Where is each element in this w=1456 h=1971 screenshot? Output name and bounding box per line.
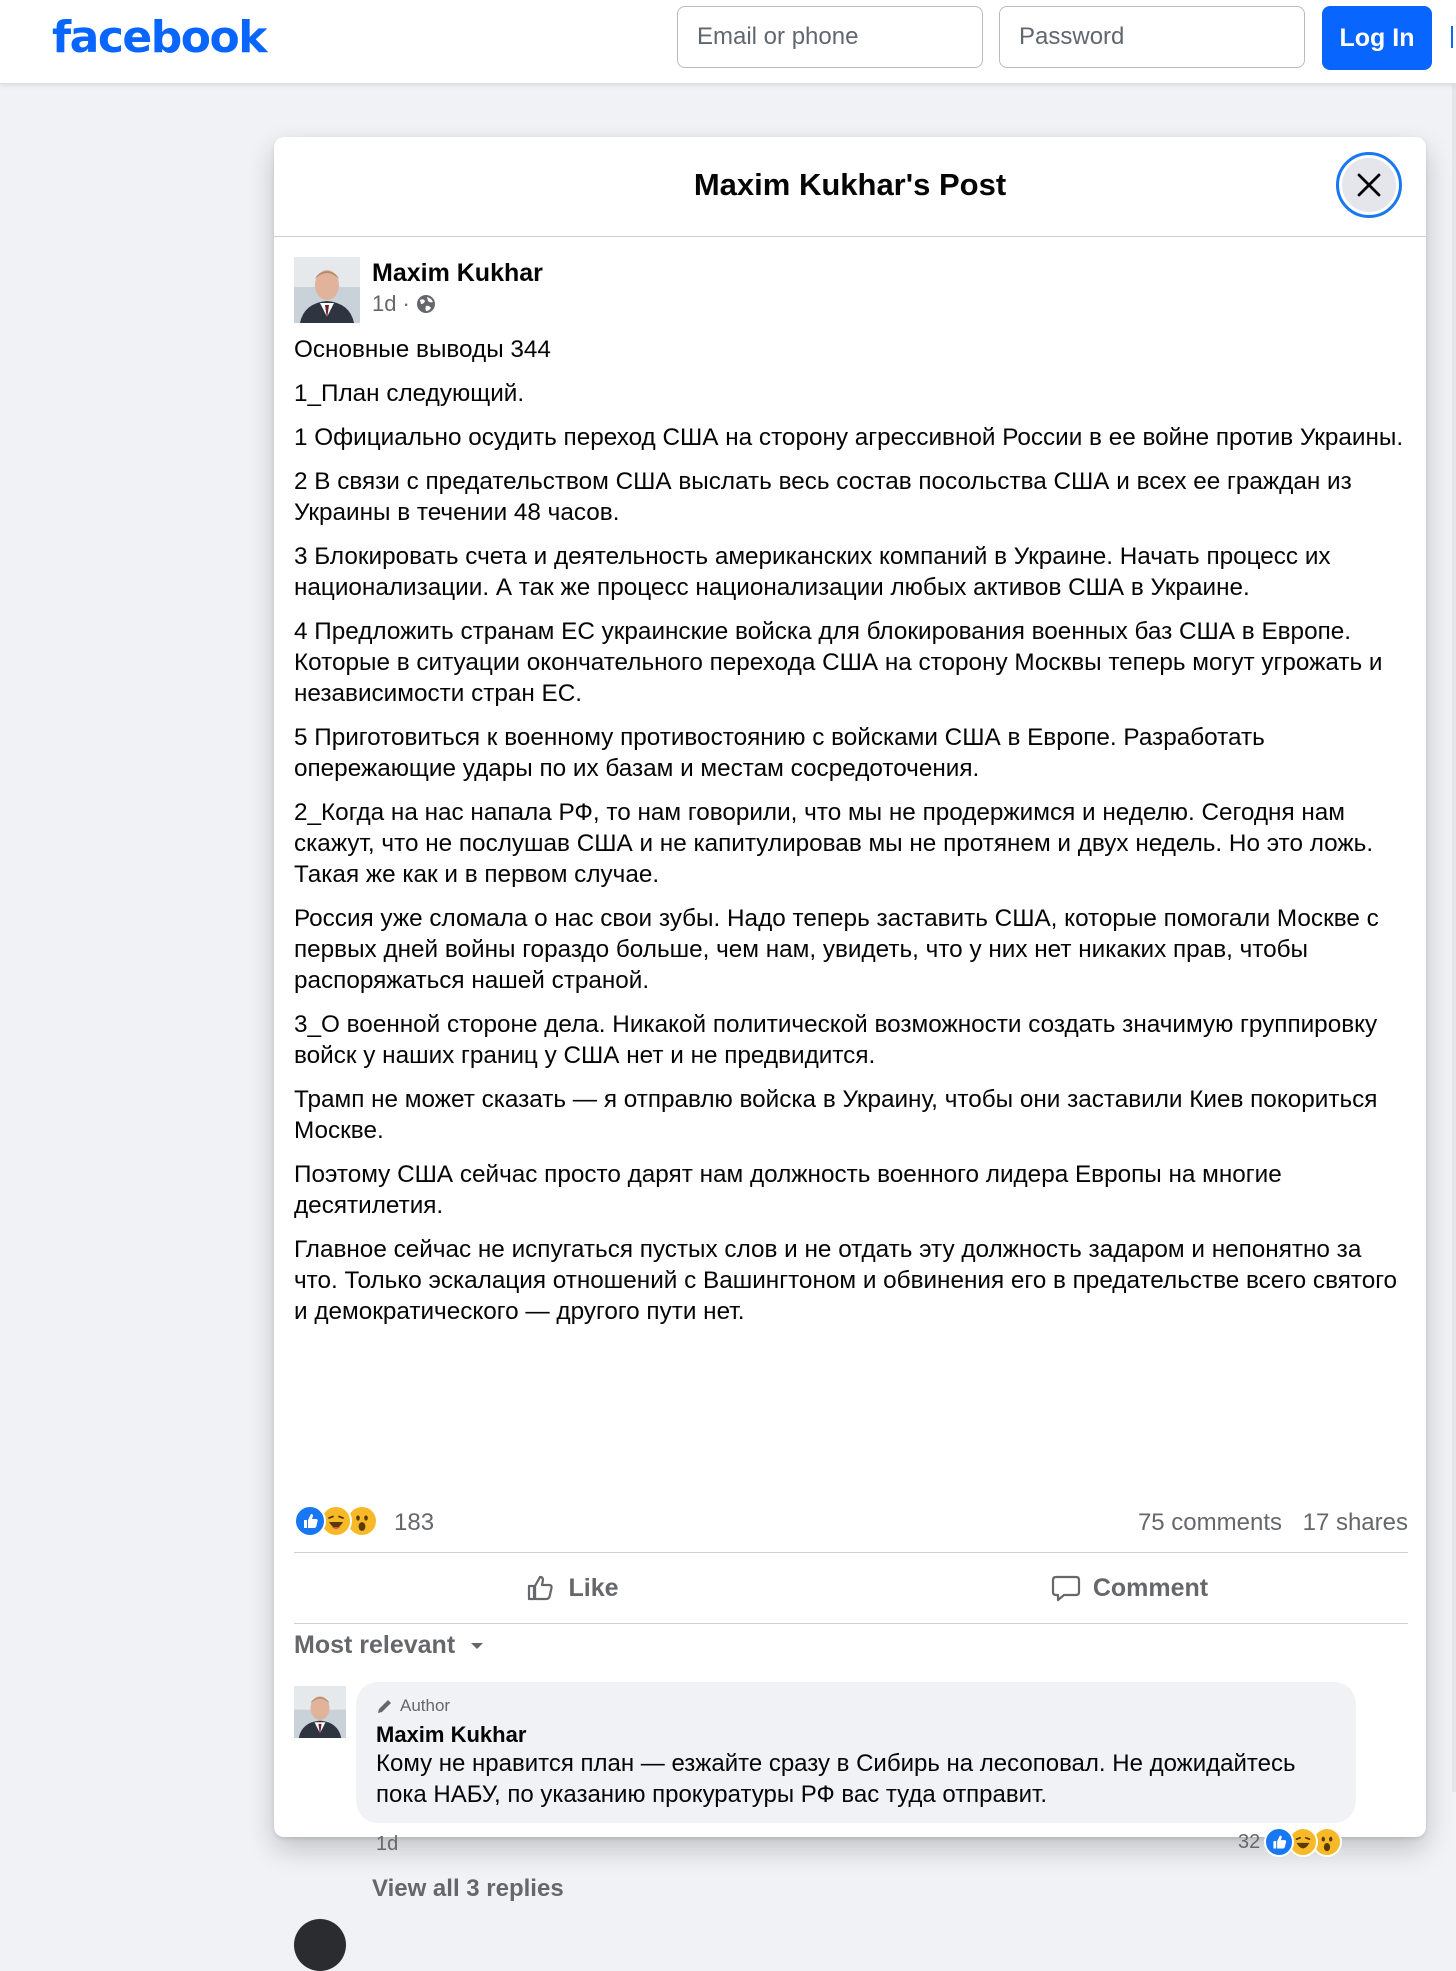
author-badge <box>376 1696 450 1716</box>
next-comment-bubble <box>356 1923 1356 1963</box>
post-time[interactable]: 1d <box>372 291 397 316</box>
post-paragraph: 3 Блокировать счета и деятельность американских компаний в Украине. Начать процесс их национализации. А так же процесс национализации любых активов США в Украине. <box>294 543 1331 601</box>
globe-icon <box>416 294 436 314</box>
like-label: Like <box>568 1573 619 1602</box>
like-reaction-icon <box>294 1505 326 1537</box>
post-paragraph: 2_Когда на нас напала РФ, то нам говорили, что мы не продержимся и неделю. Сегодня нам скажут, что не послушав США и не капитулировав мы не протянем и двух недель. Но это ложь. Такая же как и в первом случае. <box>294 799 1374 888</box>
facebook-logo[interactable]: facebook <box>52 12 266 63</box>
post-paragraph: Трамп не может сказать — я отправлю войска в Украину, чтобы они заставили Киев покориться Москве. <box>294 1086 1378 1144</box>
sort-label: Most relevant <box>294 1631 456 1659</box>
close-button[interactable] <box>1336 152 1402 218</box>
avatar-portrait <box>294 1686 346 1738</box>
reaction-icons[interactable] <box>294 1505 372 1537</box>
divider <box>294 1623 1408 1624</box>
like-button[interactable] <box>294 1557 851 1619</box>
post-paragraph: 1 Официально осудить переход США на сторону агрессивной России в ее войне против Украины. <box>294 424 1404 451</box>
shares-count[interactable]: 17 shares <box>1302 1509 1408 1536</box>
reactions-summary <box>294 1505 1408 1541</box>
cropped-link-edge <box>1451 26 1453 48</box>
post-body <box>294 334 1408 1340</box>
avatar-portrait <box>294 257 360 323</box>
dialog-header <box>274 137 1426 237</box>
post-meta <box>372 291 436 317</box>
top-navbar <box>0 0 1456 84</box>
comment-sort-dropdown[interactable] <box>294 1631 485 1660</box>
comment-author[interactable]: Maxim Kukhar <box>376 1722 527 1747</box>
post-paragraph: 4 Предложить странам ЕС украинские войска для блокирования военных баз США в Европе. Которые в ситуации окончательного перехода США на сторону Москвы теперь могут угрожать и независимости стран ЕС. <box>294 618 1383 707</box>
post-paragraph: 3_О военной стороне дела. Никакой политической возможности создать значимую группировку войск у наших границ у США нет и не предвидится. <box>294 1011 1378 1069</box>
email-input[interactable] <box>677 6 983 68</box>
comment-bubble <box>356 1682 1356 1823</box>
author-badge-label: Author <box>400 1696 451 1715</box>
comment-bubble-icon <box>1051 1573 1081 1603</box>
next-commenter-avatar[interactable] <box>294 1919 346 1971</box>
comment-button[interactable] <box>851 1557 1408 1619</box>
caret-down-icon <box>469 1641 485 1651</box>
post-dialog <box>274 137 1426 1902</box>
post-paragraph: Основные выводы 344 <box>294 336 551 363</box>
comment-label: Comment <box>1092 1573 1209 1602</box>
comments-count[interactable]: 75 comments <box>1137 1509 1282 1536</box>
post-paragraph: Главное сейчас не испугаться пустых слов и не отдать эту должность задаром и непонятно за что. Только эскалация отношений с Вашингтоном и обвинения его в предательстве всего святого и демократического — другого пути нет. <box>294 1236 1398 1325</box>
view-replies-link[interactable]: View all 3 replies <box>372 1875 564 1902</box>
comment-reaction-count: 32 <box>1238 1830 1261 1853</box>
post-paragraph: 2 В связи с предательством США выслать весь состав посольства США и всех ее граждан из Украины в течении 48 часов. <box>294 468 1352 526</box>
page-scroll-edge <box>1452 83 1456 1792</box>
post-author-name[interactable]: Maxim Kukhar <box>372 259 543 287</box>
like-reaction-icon <box>1264 1827 1294 1857</box>
author-avatar[interactable] <box>294 257 360 323</box>
post-paragraph: 5 Приготовиться к военному противостоянию с войсками США в Европе. Разработать опережающие удары по их базам и местам сосредоточения. <box>294 724 1265 782</box>
reaction-count[interactable]: 183 <box>394 1509 435 1536</box>
divider <box>294 1552 1408 1553</box>
login-button[interactable]: Log In <box>1322 6 1432 70</box>
comment-text: Кому не нравится план — езжайте сразу в Сибирь на лесоповал. Не дожидайтесь пока НАБУ, по указанию прокуратуры РФ вас туда отправит. <box>376 1750 1296 1808</box>
close-icon <box>1357 173 1381 197</box>
comment-reactions[interactable] <box>1238 1827 1336 1857</box>
post-paragraph: Россия уже сломала о нас свои зубы. Надо теперь заставить США, которые помогали Москве с первых дней войны гораздо больше, чем нам, увидеть, что у них нет никаких прав, чтобы распоряжаться нашей страной. <box>294 905 1379 994</box>
post-paragraph: Поэтому США сейчас просто дарят нам должность военного лидера Европы на многие десятилетия. <box>294 1161 1282 1219</box>
post-paragraph: 1_План следующий. <box>294 380 525 407</box>
pencil-icon <box>376 1697 394 1715</box>
commenter-avatar[interactable] <box>294 1686 346 1738</box>
dialog-title: Maxim Kukhar's Post <box>693 167 1007 202</box>
password-input[interactable] <box>999 6 1305 68</box>
comment-time[interactable]: 1d <box>376 1833 399 1855</box>
meta-separator: · <box>402 291 410 316</box>
thumbs-up-icon <box>526 1573 556 1603</box>
